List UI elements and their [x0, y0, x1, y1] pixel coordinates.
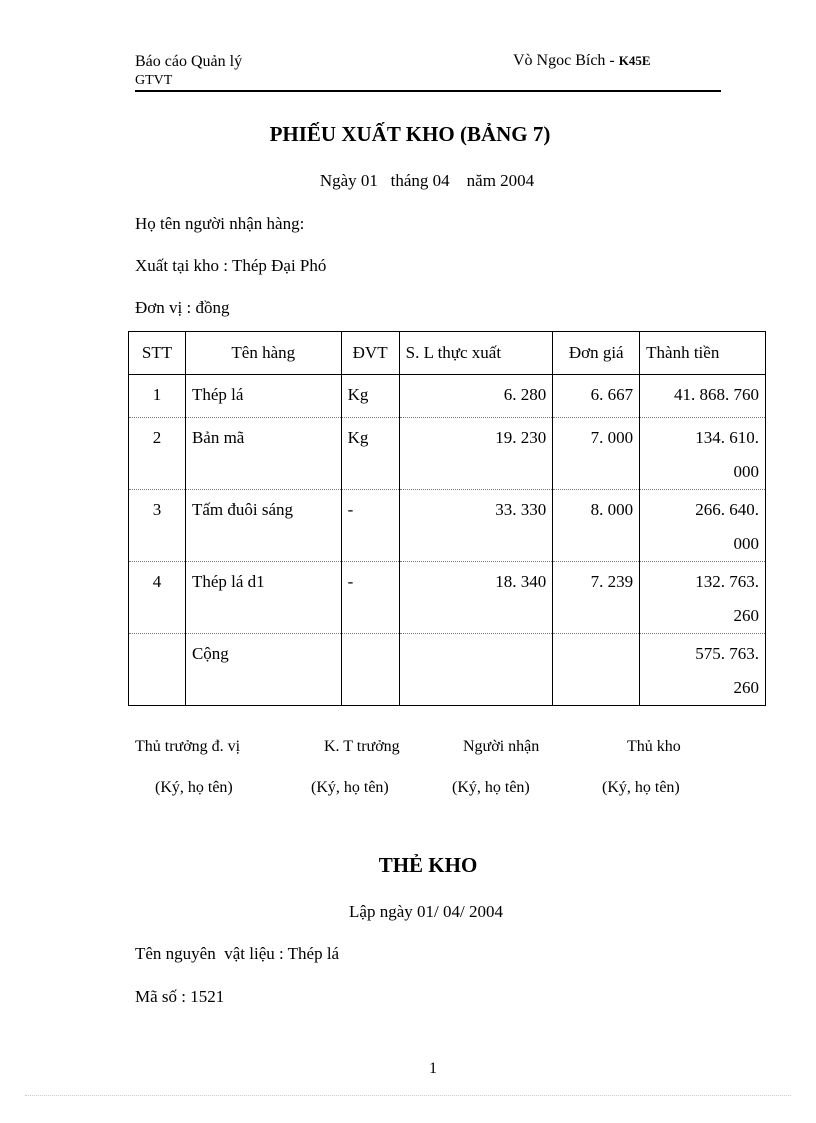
material-name-line: Tên nguyên vật liệu : Thép lá	[135, 944, 340, 963]
cell-stt: 3	[129, 490, 186, 562]
cell-name: Thép lá d1	[185, 562, 341, 634]
signature-note-storekeeper: (Ký, họ tên)	[602, 779, 680, 796]
warehouse-line: Xuất tại kho : Thép Đại Phó	[135, 256, 327, 275]
signature-role-receiver: Người nhận	[463, 738, 540, 755]
card-date: Lập ngày 01/ 04/ 2004	[349, 902, 503, 921]
cell-stt: 2	[129, 418, 186, 490]
cell-qty: 6. 280	[399, 375, 553, 418]
cell-unit: Kg	[341, 418, 399, 490]
col-header-stt: STT	[129, 332, 186, 375]
signature-role-storekeeper: Thủ kho	[627, 738, 681, 755]
cell-name: Thép lá	[185, 375, 341, 418]
cell-stt: 1	[129, 375, 186, 418]
cell-unit-empty	[341, 634, 399, 706]
cell-stt-empty	[129, 634, 186, 706]
cell-amount	[640, 375, 766, 418]
table-row	[129, 375, 766, 418]
cell-price: 7. 239	[553, 562, 640, 634]
header-report-subtitle: GTVT	[135, 73, 173, 88]
receiver-line: Họ tên người nhận hàng:	[135, 214, 305, 233]
issue-table	[128, 331, 766, 706]
author-class: K45E	[618, 53, 651, 68]
cell-stt: 4	[129, 562, 186, 634]
amount-line-2: 260	[733, 606, 759, 625]
signature-note-receiver: (Ký, họ tên)	[452, 779, 530, 796]
slip-date: Ngày 01 tháng 04 năm 2004	[319, 171, 535, 190]
header-author	[513, 52, 651, 70]
header-divider	[135, 90, 721, 92]
card-title: THẺ KHO	[378, 853, 478, 877]
page-number: 1	[429, 1060, 437, 1077]
cell-unit: -	[341, 490, 399, 562]
cell-qty: 33. 330	[399, 490, 553, 562]
table-row	[129, 418, 766, 490]
footer-divider	[25, 1095, 791, 1096]
cell-qty-empty	[399, 634, 553, 706]
cell-unit: Kg	[341, 375, 399, 418]
amount-line-1: 41. 868. 760	[674, 385, 759, 404]
amount-line-2: 260	[733, 678, 759, 697]
slip-title: PHIẾU XUẤT KHO (BẢNG 7)	[269, 122, 551, 146]
total-amount	[640, 634, 766, 706]
total-label: Cộng	[185, 634, 341, 706]
table-row	[129, 490, 766, 562]
col-header-unit: ĐVT	[341, 332, 399, 375]
col-header-amount: Thành tiền	[640, 332, 766, 375]
cell-amount	[640, 490, 766, 562]
cell-qty: 19. 230	[399, 418, 553, 490]
cell-amount	[640, 562, 766, 634]
cell-amount	[640, 418, 766, 490]
signature-note-accountant: (Ký, họ tên)	[311, 779, 389, 796]
header-report-title: Báo cáo Quản lý	[135, 53, 243, 70]
cell-qty: 18. 340	[399, 562, 553, 634]
unit-line: Đơn vị : đồng	[135, 298, 230, 317]
col-header-qty: S. L thực xuất	[399, 332, 553, 375]
cell-price: 8. 000	[553, 490, 640, 562]
cell-price: 6. 667	[553, 375, 640, 418]
table-row	[129, 562, 766, 634]
header-left	[135, 52, 242, 90]
material-code-line: Mã số : 1521	[135, 987, 225, 1006]
author-name: Vò Ngoc Bích -	[513, 52, 615, 69]
amount-line-2: 000	[733, 462, 759, 481]
cell-name: Tấm đuôi sáng	[185, 490, 341, 562]
col-header-price: Đơn giá	[553, 332, 640, 375]
amount-line-1: 134. 610.	[695, 428, 759, 447]
amount-line-1: 266. 640.	[695, 500, 759, 519]
cell-unit: -	[341, 562, 399, 634]
signature-role-accountant: K. T trưởng	[324, 738, 400, 755]
table-total-row	[129, 634, 766, 706]
cell-name: Bản mã	[185, 418, 341, 490]
signature-note-head: (Ký, họ tên)	[155, 779, 233, 796]
cell-price: 7. 000	[553, 418, 640, 490]
col-header-name: Tên hàng	[185, 332, 341, 375]
cell-price-empty	[553, 634, 640, 706]
amount-line-1: 132. 763.	[695, 572, 759, 591]
amount-line-1: 575. 763.	[695, 644, 759, 663]
table-header-row	[129, 332, 766, 375]
amount-line-2: 000	[733, 534, 759, 553]
signature-role-head: Thủ trưởng đ. vị	[135, 738, 241, 755]
